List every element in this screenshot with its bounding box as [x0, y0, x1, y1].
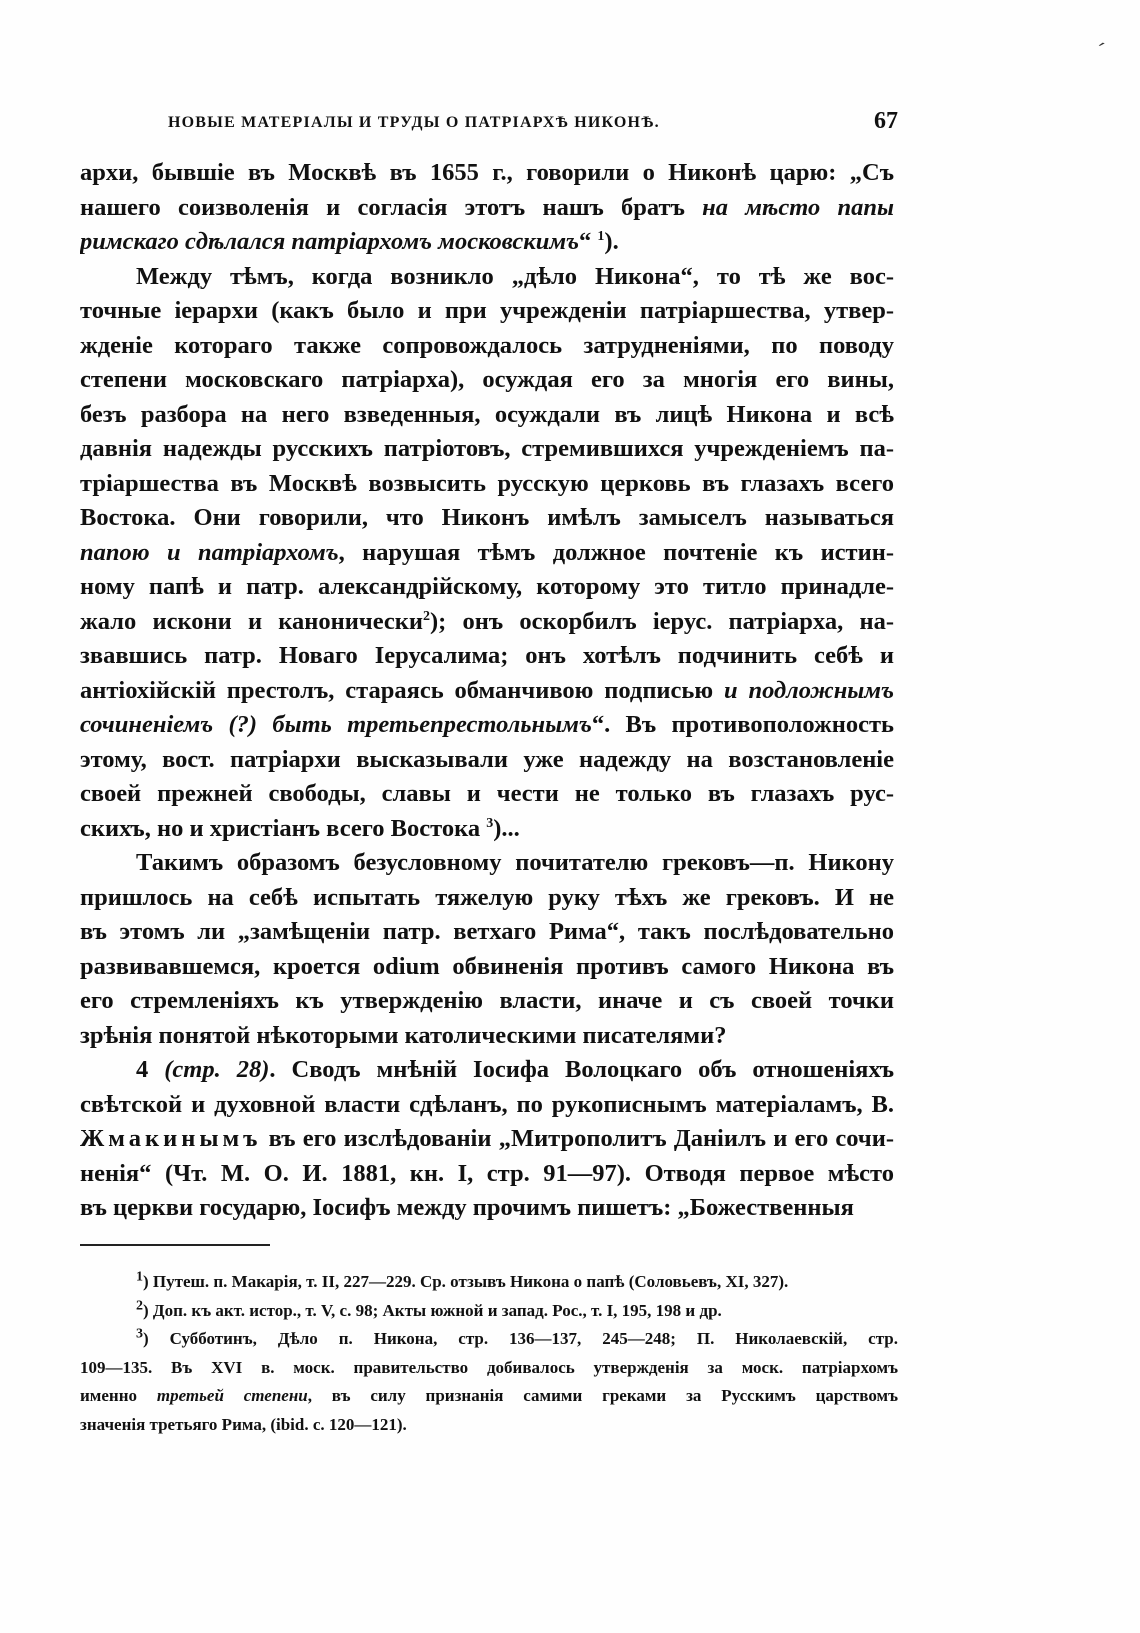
footnote-line: 109—135. Въ XVI в. моск. правительство добивалось утвержденія за моск. патріархомъ — [80, 1357, 898, 1377]
italic-phrase: третьей степени — [156, 1386, 308, 1405]
italic-phrase: папою и патріархомъ — [80, 538, 339, 566]
text-line: пришлось на себѣ испытать тяжелую руку тѣхъ же грековъ. И не — [80, 883, 894, 911]
text-line: точные іерархи (какъ было и при учрежденіи патріаршества, утвер- — [80, 297, 894, 324]
text-line: давнія надежды русскихъ патріотовъ, стремившихся учрежденіемъ па- — [80, 435, 894, 462]
text-line: архи, бывшіе въ Москвѣ въ 1655 г., говорили о Никонѣ царю: „Съ — [80, 159, 894, 186]
text-line: 4 (стр. 28). Сводъ мнѣній Іосифа Волоцкаго объ отношеніяхъ — [136, 1056, 894, 1083]
italic-phrase: сочиненіемъ (?) быть третьепрестольнымъ — [80, 711, 592, 738]
running-header — [168, 108, 898, 138]
footnote-line: $^1$) Путеш. п. Макарія, т. II, 227—229. Ср. отзывъ Никона о папѣ (Соловьевъ, XI, 327). — [136, 1269, 789, 1291]
text-line: развивавшемся, кроется odium обвиненія противъ самого Никона въ — [80, 952, 894, 980]
text-line: Такимъ образомъ безусловному почитателю грековъ—п. Никону — [136, 849, 894, 876]
footnote-ref: 1 — [597, 228, 605, 244]
text-line: римскаго сдѣлался патріархомъ московскимъ“ $^1$). — [80, 228, 619, 255]
text-line: папою и патріархомъ, нарушая тѣмъ должное почтеніе къ истин- — [80, 538, 894, 566]
text-line: въ этомъ ли „замѣщеніи патр. ветхаго Рима“, такъ послѣдовательно — [80, 918, 894, 945]
text-line: своей прежней свободы, славы и чести не только въ глазахъ рус- — [80, 780, 894, 807]
text-line: нашего соизволенія и согласія этотъ нашъ братъ на мѣсто папы — [80, 193, 894, 221]
footnote-line: значенія третьяго Рима, (ibid. с. 120—121). — [80, 1414, 407, 1434]
text-line: тріаршества въ Москвѣ возвысить русскую церковь въ глазахъ всего — [80, 469, 894, 497]
text-line: въ церкви государю, Іосифъ между прочимъ пишетъ: „Божественныя — [80, 1194, 854, 1221]
text-line: свѣтской и духовной власти сдѣланъ, по рукописнымъ матеріаламъ, В. — [80, 1090, 894, 1118]
footnote-line: именно третьей степени, въ силу признанія самими греками за Русскимъ царствомъ — [80, 1386, 898, 1405]
ink-speck: ˊ — [1088, 38, 1107, 67]
italic-phrase: римскаго сдѣлался патріархомъ московскимъ — [80, 228, 580, 255]
text-line: сочиненіемъ (?) быть третьепрестольнымъ“. Въ противоположность — [80, 711, 894, 738]
footnote-line: $^2$) Доп. къ акт. истор., т. V, с. 98; Акты южной и запад. Рос., т. I, 195, 198 и др. — [136, 1297, 722, 1320]
page-number: 67 — [874, 108, 898, 134]
footnote-ref: 2 — [423, 608, 430, 624]
footnote-divider — [80, 1244, 270, 1246]
italic-phrase: на мѣсто папы — [702, 193, 894, 221]
text-line: звавшись патр. Новаго Іерусалима; онъ хотѣлъ подчинить себѣ и — [80, 642, 894, 669]
text-line: безъ разбора на него взведенныя, осуждали въ лицѣ Никона и всѣ — [80, 400, 894, 428]
text-line: жденіе котораго также сопровождалось затрудненіями, по поводу — [80, 331, 894, 359]
italic-phrase: (стр. 28) — [164, 1056, 270, 1083]
text-line: зрѣнія понятой нѣкоторыми католическими писателями? — [80, 1021, 727, 1049]
footnotes — [80, 1268, 898, 1439]
text-line: ному папѣ и патр. александрійскому, которому это титло принадле- — [80, 573, 894, 600]
text-line: антіохійскій престолъ, стараясь обманчивою подписью и подложнымъ — [80, 676, 894, 704]
text-line: скихъ, но и христіанъ всего Востока $^3$)... — [80, 814, 520, 842]
main-text — [80, 156, 894, 1226]
text-line: его стремленіяхъ къ утвержденію власти, иначе и съ своей точки — [80, 987, 894, 1014]
text-line: Между тѣмъ, когда возникло „дѣло Никона“, то тѣ же вос- — [136, 262, 894, 290]
text-line: Жмакинымъ въ его изслѣдованіи „Митрополитъ Даніилъ и его сочи- — [80, 1125, 894, 1152]
text-line: Востока. Они говорили, что Никонъ имѣлъ замыселъ называться — [80, 504, 894, 531]
footnote-ref: 3 — [486, 815, 494, 831]
footnote-ref: 2 — [136, 1297, 143, 1313]
text-line: ненія“ (Чт. М. О. И. 1881, кн. I, стр. 91—97). Отводя первое мѣсто — [80, 1159, 894, 1187]
footnote-line: $^3$) Субботинъ, Дѣло п. Никона, стр. 136—137, 245—248; П. Николаевскій, стр. — [136, 1326, 898, 1348]
text-line: жало искони и канонически$^2$); онъ оскорбилъ іерус. патріарха, на- — [80, 607, 894, 635]
text-line: степени московскаго патріарха), осуждая его за многія его вины, — [80, 366, 894, 393]
spaced-name: Жмакинымъ — [80, 1125, 262, 1152]
italic-phrase: и подложнымъ — [723, 676, 894, 704]
text-line: этому, вост. патріархи высказывали уже надежду на возстановленіе — [80, 745, 894, 773]
header-title: НОВЫЕ МАТЕРІАЛЫ И ТРУДЫ О ПАТРІАРХѢ НИКОНѢ. — [168, 114, 660, 131]
footnote-ref: 3 — [136, 1326, 143, 1342]
footnote-ref: 1 — [136, 1269, 143, 1285]
